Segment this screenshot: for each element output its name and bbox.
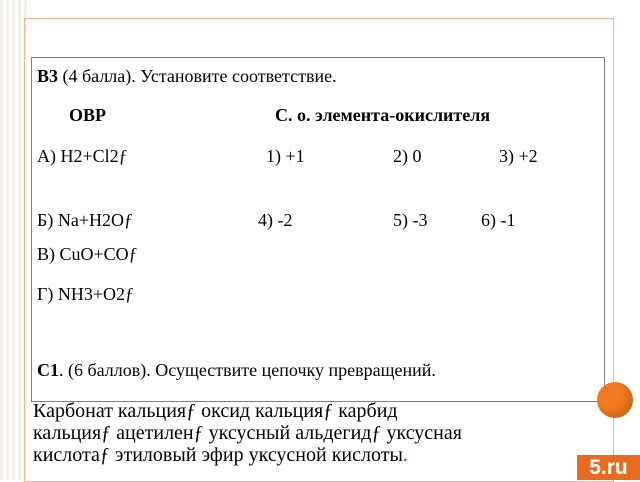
column-header-oxidation-state: С. о. элемента-окислителя [275,105,491,125]
site-logo: 5.ru [577,455,640,480]
reaction-b: Б) Na+H2Oƒ [37,210,133,230]
task-b3-text: (4 балла). Установите соответствие. [58,66,337,86]
chain-line-2: кальцияƒ ацетиленƒ уксусный альдегидƒ уксусная [33,422,462,444]
option-1: 1) +1 [266,146,305,166]
task-c1-label: С1 [37,360,59,380]
task-box [31,57,605,402]
option-4: 4) -2 [258,210,293,230]
orange-circle-decoration [597,382,633,418]
option-2: 2) 0 [393,146,422,166]
task-b3-heading [37,65,337,87]
option-3: 3) +2 [499,146,538,166]
reaction-a: А) H2+Cl2ƒ [37,146,128,166]
option-6: 6) -1 [481,210,516,230]
reaction-g: Г) NH3+O2ƒ [37,284,135,304]
transformation-chain [33,400,573,466]
column-header-ovr: ОВР [69,105,107,125]
chain-line-1: Карбонат кальцияƒ оксид кальцияƒ карбид [33,400,398,422]
option-5: 5) -3 [393,210,428,230]
task-b3-label: В3 [37,66,59,86]
task-c1-text: . (6 баллов). Осуществите цепочку превращений. [59,360,436,380]
task-c1-heading [37,359,436,381]
reaction-v: В) CuO+COƒ [37,244,138,264]
chain-line-3-text: кислотаƒ этиловый эфир уксусной кислоты [33,444,403,466]
chain-end-dot: . [402,444,408,466]
chain-line-3 [33,444,573,466]
